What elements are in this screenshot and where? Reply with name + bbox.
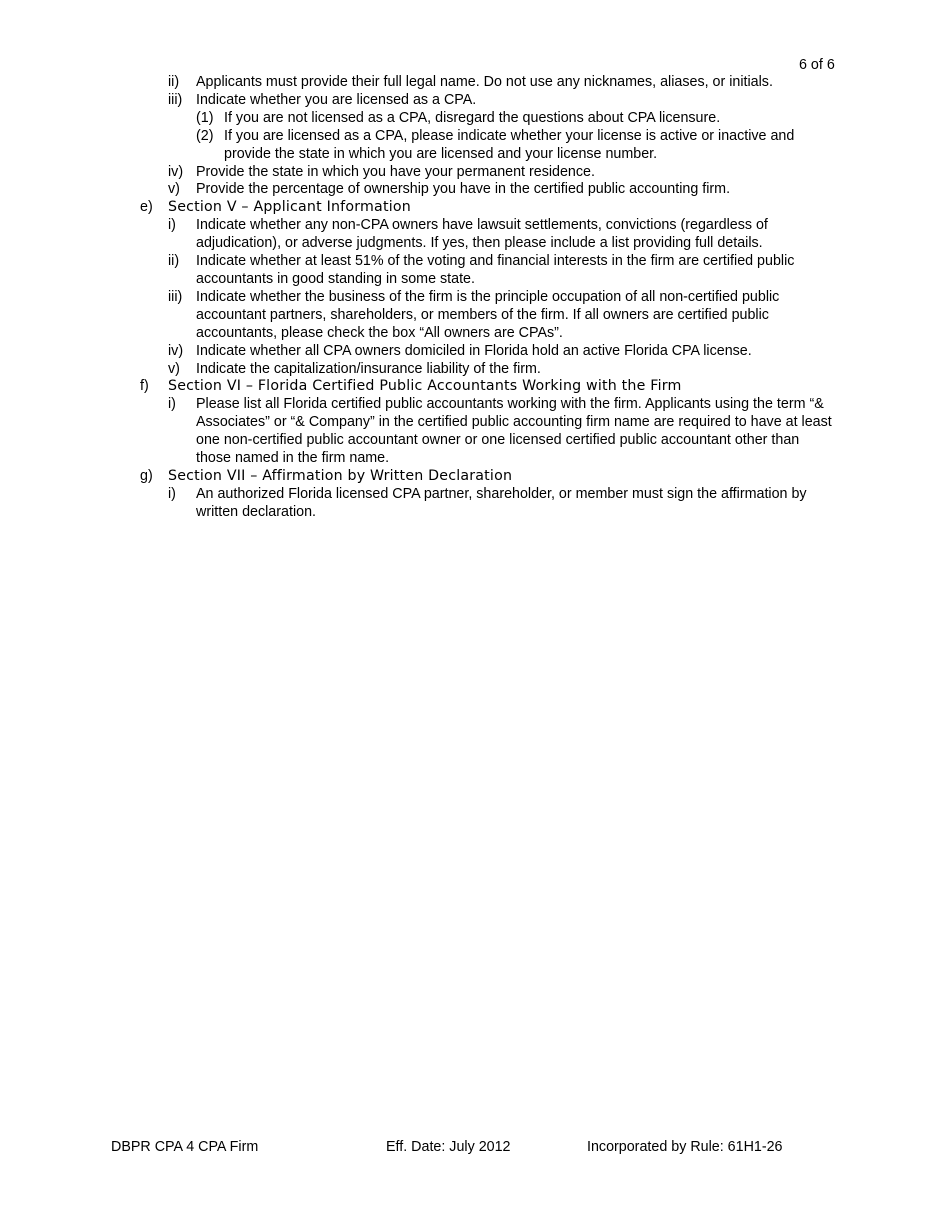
section-heading <box>0 378 950 396</box>
item-text: Indicate whether all CPA owners domiciled in Florida hold an active Florida CPA license. <box>196 342 752 359</box>
item-marker: i) <box>168 396 176 413</box>
sub-list-item <box>0 110 950 128</box>
item-text: Indicate whether any non-CPA owners have lawsuit settlements, convictions (regardless of adjudication), or adverse judgments. If yes, then please include a list providing full details. <box>196 217 768 252</box>
item-text: Indicate whether the business of the firm is the principle occupation of all non-certified public accountant partners, shareholders, or members of the firm. If all owners are certified public accountants, please check the box “All owners are CPAs”. <box>196 288 780 341</box>
item-marker: iv) <box>168 163 184 180</box>
list-item <box>0 253 950 289</box>
list-item <box>0 343 950 361</box>
item-marker: i) <box>168 485 176 502</box>
footer-form-id: DBPR CPA 4 CPA Firm <box>111 1139 259 1155</box>
sub-list-item <box>0 128 950 164</box>
item-marker: ii) <box>168 74 180 90</box>
sub-item-marker: (1) <box>196 109 214 126</box>
item-marker: iv) <box>168 342 184 359</box>
item-text: Indicate whether at least 51% of the voting and financial interests in the firm are certified public accountants in good standing in some state. <box>196 253 795 287</box>
item-marker: iii) <box>168 91 183 108</box>
page-number: 6 of 6 <box>799 57 835 73</box>
sub-item-text: If you are not licensed as a CPA, disregard the questions about CPA licensure. <box>224 109 721 126</box>
section-marker: f) <box>140 378 149 395</box>
item-marker: i) <box>168 217 176 234</box>
section-title: Section VII – Affirmation by Written Declaration <box>168 467 513 484</box>
section-heading <box>0 199 950 217</box>
sub-item-marker: (2) <box>196 127 214 144</box>
section-title: Section V – Applicant Information <box>168 199 411 216</box>
item-marker: ii) <box>168 253 180 270</box>
item-text: Applicants must provide their full legal name. Do not use any nicknames, aliases, or initials. <box>196 74 773 90</box>
item-text: Provide the state in which you have your permanent residence. <box>196 163 595 180</box>
section-title: Section VI – Florida Certified Public Accountants Working with the Firm <box>168 378 682 395</box>
item-text: Provide the percentage of ownership you have in the certified public accounting firm. <box>196 181 731 198</box>
instructions-body <box>0 74 950 522</box>
list-item <box>0 164 950 182</box>
list-item <box>0 217 950 253</box>
list-item <box>0 361 950 379</box>
item-marker: iii) <box>168 288 183 305</box>
section-marker: e) <box>140 199 153 216</box>
list-item <box>0 289 950 343</box>
list-item <box>0 74 950 92</box>
list-item <box>0 396 950 468</box>
footer-effective-date: Eff. Date: July 2012 <box>386 1139 511 1155</box>
section-marker: g) <box>140 467 153 484</box>
list-item <box>0 92 950 110</box>
list-item <box>0 486 950 522</box>
list-item <box>0 181 950 199</box>
footer-rule: Incorporated by Rule: 61H1-26 <box>587 1139 783 1155</box>
item-text: Please list all Florida certified public accountants working with the firm. Applicants using the term “& Associates” or “& Company” in the certified public accounting firm name are required to have at least one non-certified public accountant owner or one licensed certified public accountant other than those named in the firm name. <box>196 396 832 467</box>
item-text: Indicate whether you are licensed as a CPA. <box>196 91 477 108</box>
section-heading <box>0 468 950 486</box>
item-marker: v) <box>168 360 180 377</box>
item-text: An authorized Florida licensed CPA partner, shareholder, or member must sign the affirmation by written declaration. <box>196 485 807 520</box>
item-text: Indicate the capitalization/insurance liability of the firm. <box>196 360 541 377</box>
item-marker: v) <box>168 181 180 198</box>
sub-item-text: If you are licensed as a CPA, please indicate whether your license is active or inactive and provide the state in which you are licensed and your license number. <box>224 127 795 162</box>
